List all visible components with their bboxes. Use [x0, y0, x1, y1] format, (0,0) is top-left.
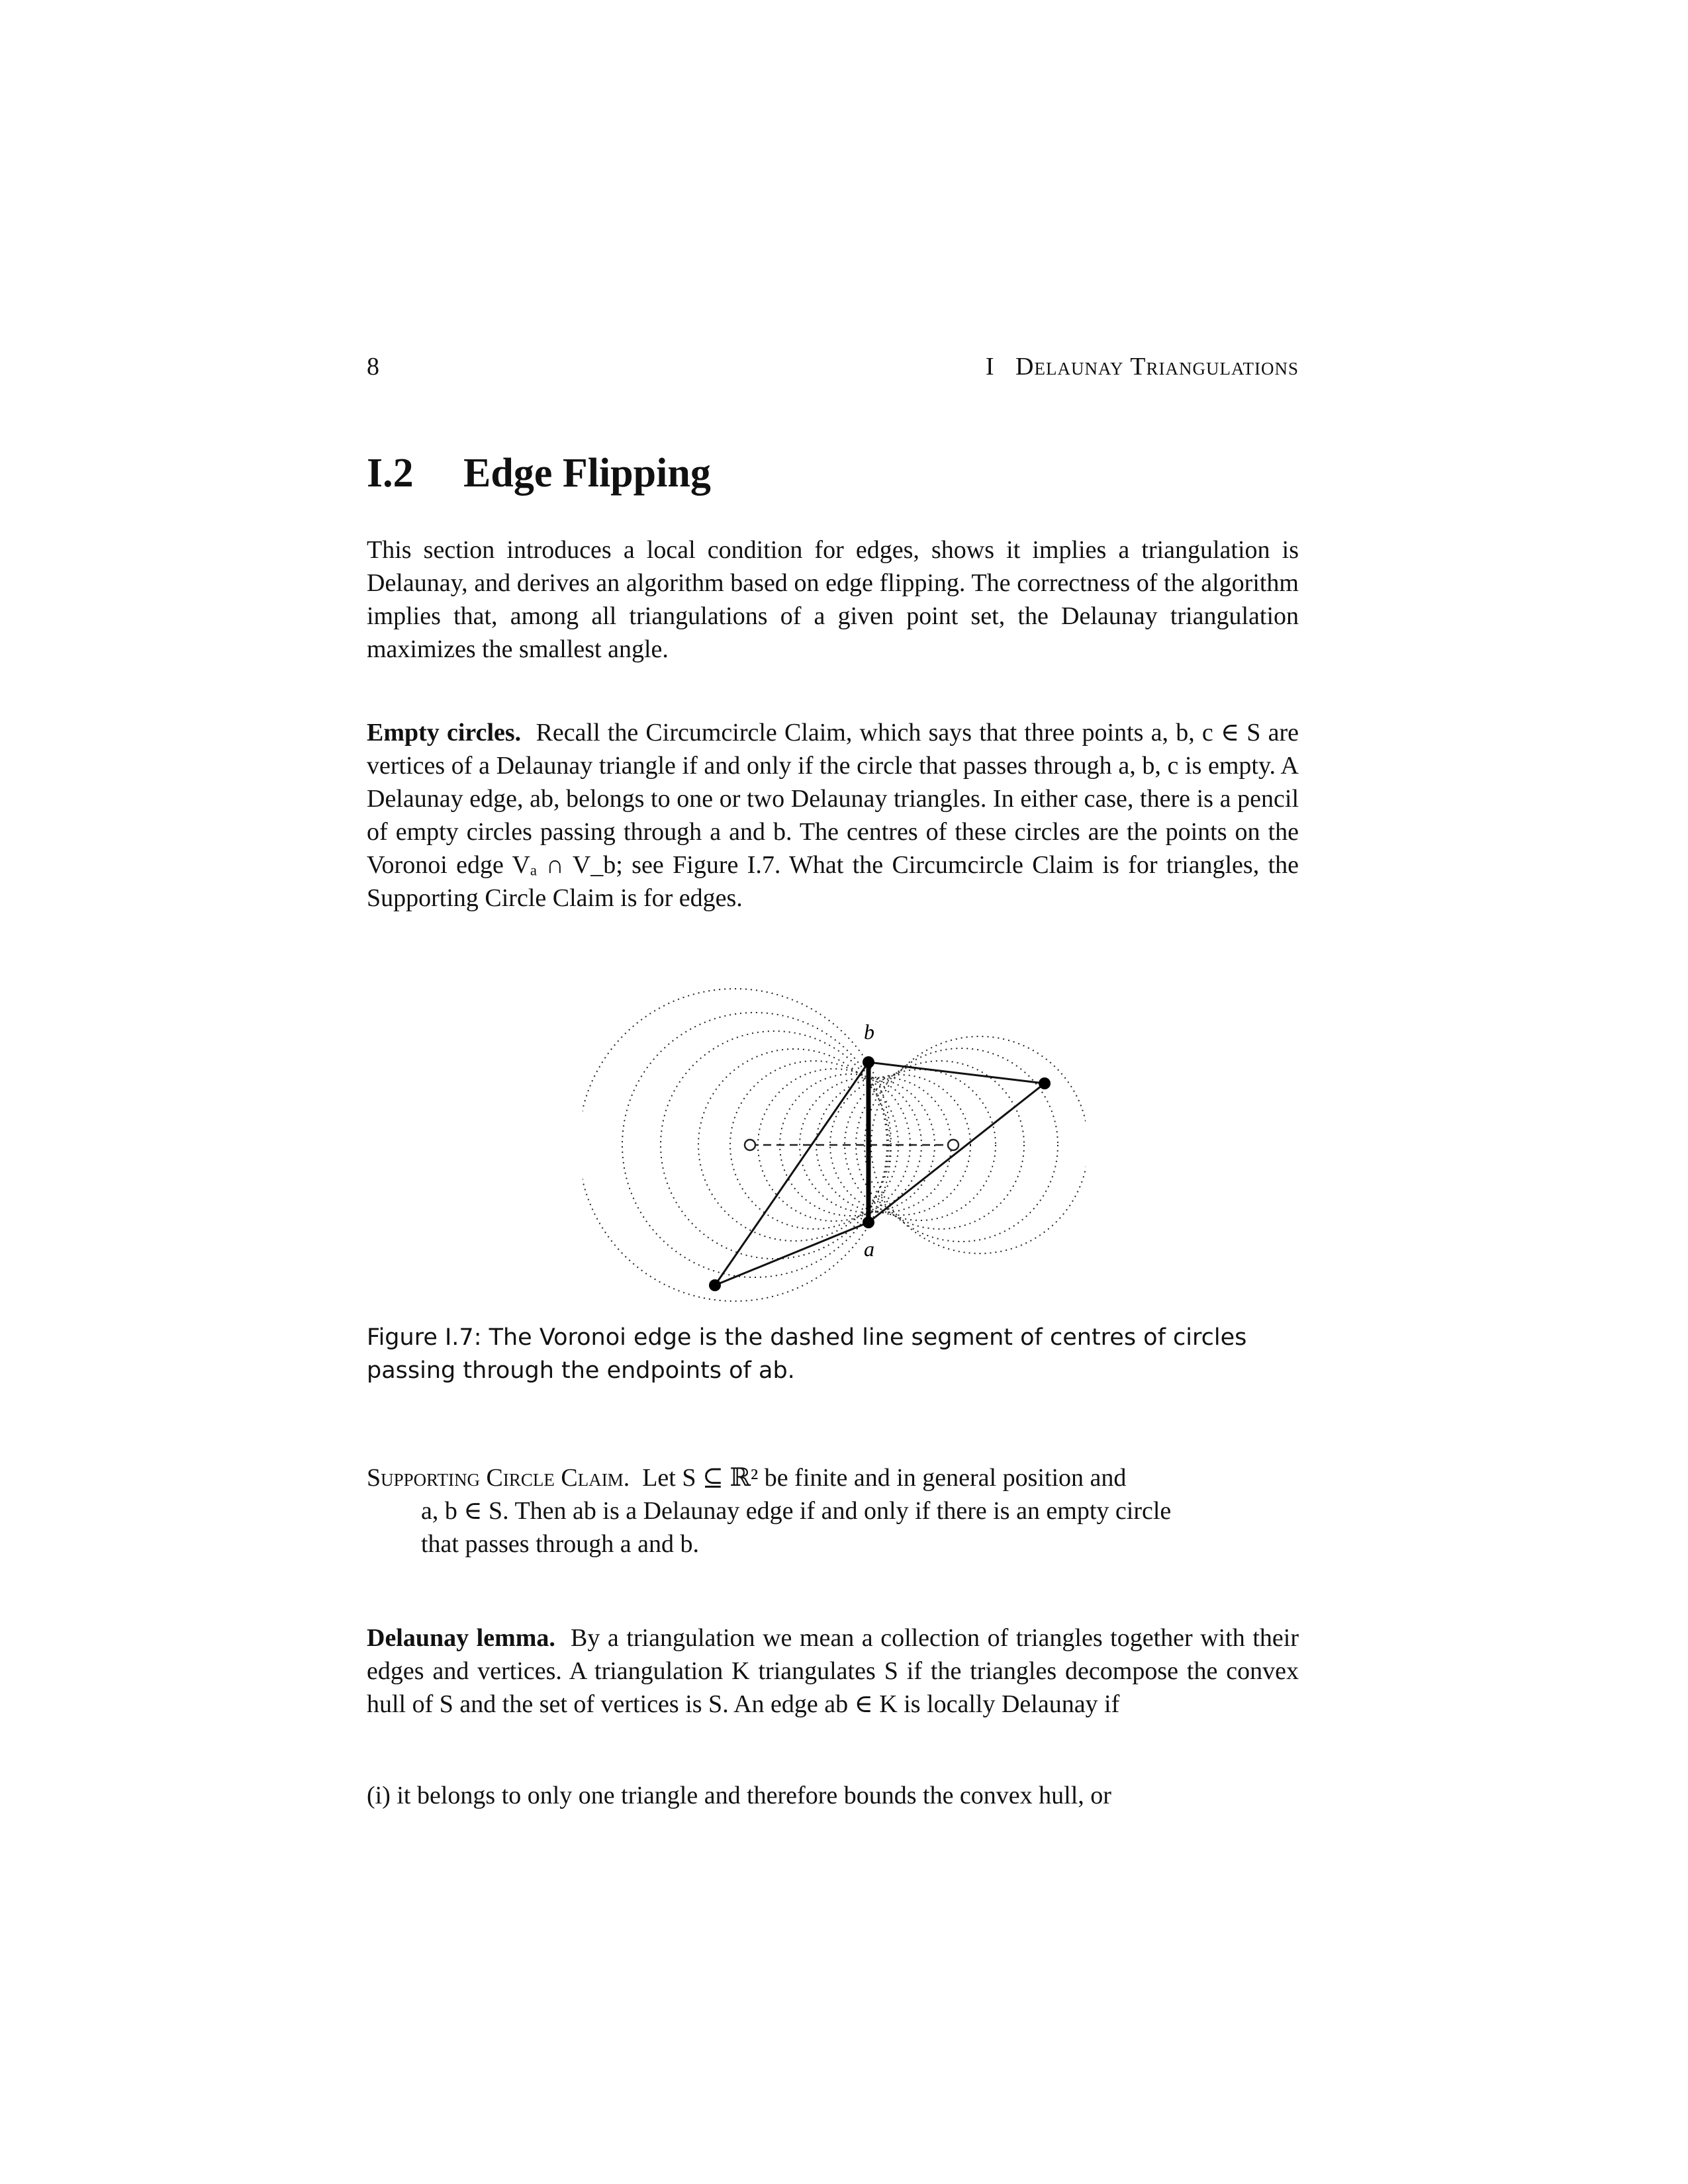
vertex-b [863, 1056, 874, 1068]
section-title [367, 450, 711, 497]
chapter-title: Delaunay Triangulations [1015, 353, 1299, 381]
claim-line-1: Let S ⊆ ℝ² be finite and in general position and [642, 1464, 1127, 1492]
section-number: I.2 [367, 451, 414, 496]
circle-right-5 [865, 1048, 1058, 1242]
voronoi-endpoint-right [948, 1140, 959, 1150]
figure-caption: Figure I.7: The Voronoi edge is the dashed line segment of centres of circles passing through the endpoints of ab. [367, 1324, 1247, 1384]
delaunay-lemma-text: By a triangulation we mean a collection of triangles together with their edges and vertices. A triangulation K triangulates S if the triangles decompose the convex hull of S and the set of vertices is S. An edge ab ∈ K is locally Delaunay if [367, 1624, 1299, 1718]
edge-b-right [868, 1062, 1045, 1083]
edge-right-a [868, 1083, 1045, 1222]
list-item-i: (i) it belongs to only one triangle and therefore bounds the convex hull, or [367, 1782, 1111, 1809]
voronoi-figure [583, 979, 1086, 1310]
voronoi-endpoint-left [745, 1140, 755, 1150]
supporting-circle-claim [367, 1461, 1299, 1561]
delaunay-lemma-heading: Delaunay lemma. [367, 1624, 555, 1652]
empty-circles-text: Recall the Circumcircle Claim, which says that three points a, b, c ∈ S are vertices of a Delaunay triangle if and only if the circle that passes through a, b, c is empty. A Delaunay edge, ab, belongs to one or two Delaunay triangles. In either case, there is a pencil of empty circles passing through a and b. The centres of these circles are the points on the Voronoi edge Vₐ ∩ V_b; see Figure I.7. What the Circumcircle Claim is for triangles, the Supporting Circle Claim is for edges. [367, 719, 1299, 912]
vertex-right [1039, 1077, 1051, 1089]
label-a: a [864, 1237, 874, 1261]
vertex-a [863, 1216, 874, 1228]
page-header [367, 352, 1299, 385]
running-head [986, 352, 1299, 381]
vertex-bottom [709, 1279, 721, 1291]
section-name: Edge Flipping [463, 451, 711, 496]
delaunay-lemma-paragraph [367, 1621, 1299, 1721]
claim-label: Supporting Circle Claim. [367, 1464, 630, 1492]
chapter-numeral: I [985, 353, 995, 381]
page-number: 8 [367, 353, 379, 381]
edge-b-bottom [715, 1062, 868, 1285]
empty-circles-heading: Empty circles. [367, 719, 522, 747]
claim-line-3: that passes through a and b. [421, 1530, 700, 1558]
intro-paragraph: This section introduces a local condition for edges, shows it implies a triangulation is Delaunay, and derives an algorithm based on edge flipping. The correctness of the algorithm implies that, among all triangulations of a given point set, the Delaunay triangulation maximizes the smallest angle. [367, 536, 1299, 663]
circle-left-3 [661, 1031, 888, 1259]
empty-circles-paragraph [367, 716, 1299, 915]
edge-bottom-a [715, 1222, 868, 1285]
claim-line-2: a, b ∈ S. Then ab is a Delaunay edge if and only if there is an empty circle [421, 1497, 1172, 1525]
label-b: b [864, 1020, 874, 1044]
